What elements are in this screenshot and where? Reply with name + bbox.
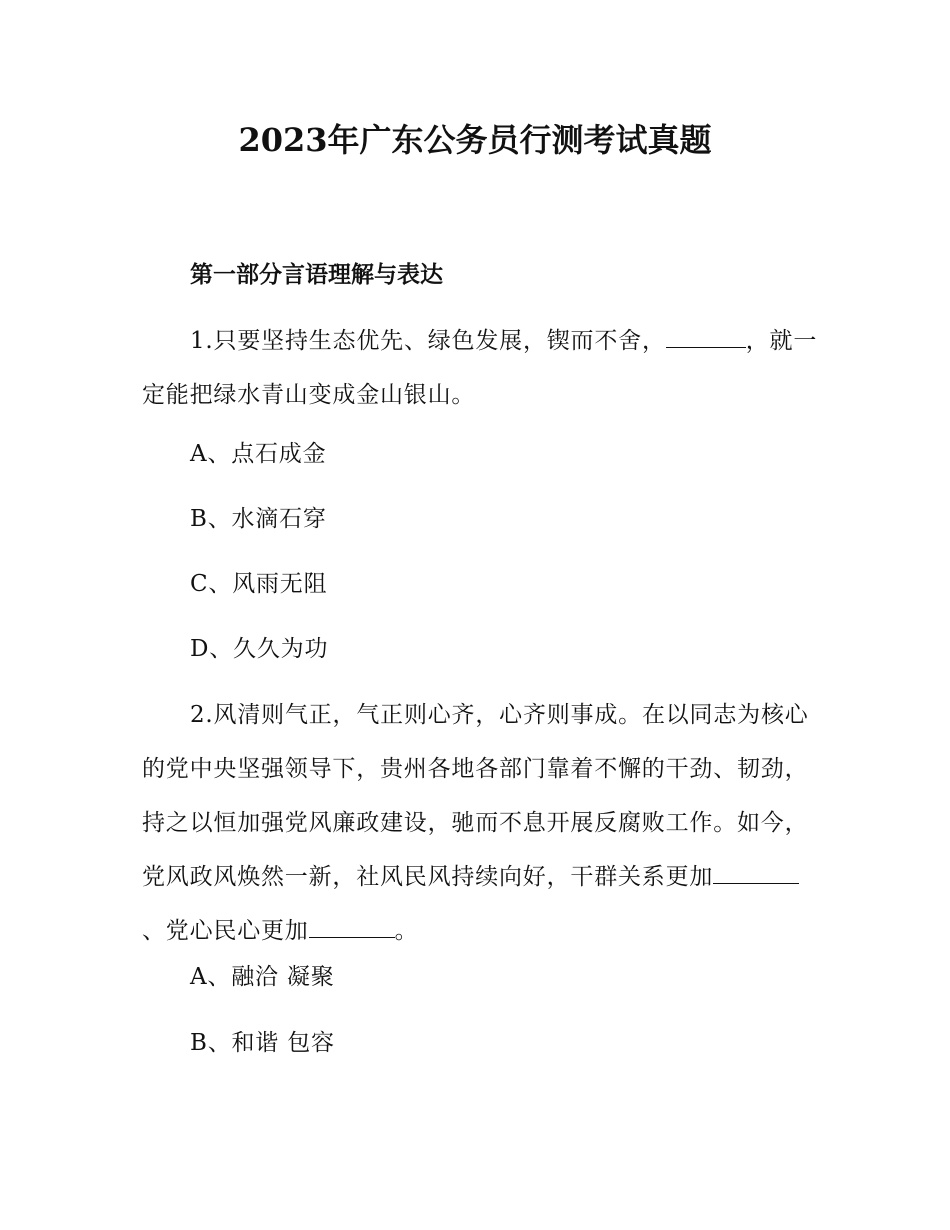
question-2-option-b: B、和谐 包容 (190, 1030, 335, 1056)
question-2-stem (142, 688, 818, 958)
question-1-option-b: B、水滴石穿 (190, 506, 327, 532)
question-1-option-a: A、点石成金 (190, 441, 327, 467)
question-2-blank-2 (309, 915, 395, 938)
document-title: 2023年广东公务员行测考试真题 (238, 121, 712, 159)
question-2-option-a: A、融洽 凝聚 (190, 964, 335, 990)
question-1-stem (142, 314, 818, 422)
question-1-stem-part1: 1.只要坚持生态优先、绿色发展，锲而不舍， (190, 328, 666, 354)
question-2-blank-1 (713, 861, 799, 884)
question-1-option-c: C、风雨无阻 (190, 571, 328, 597)
question-1-stem-part2: ，就一定能把绿水青山变成金山银山。 (142, 328, 818, 408)
question-2-stem-part2: 、党心民心更加 (142, 918, 309, 944)
question-1-option-d: D、久久为功 (190, 636, 329, 662)
question-2-stem-part3: 。 (394, 918, 419, 944)
section-heading: 第一部分言语理解与表达 (190, 262, 443, 288)
question-1-blank (666, 325, 746, 348)
question-2-stem-part1: 2.风清则气正，气正则心齐，心齐则事成。在以同志为核心的党中央坚强领导下，贵州各地各部门靠着不懈的干劲、韧劲，持之以恒加强党风廉政建设，驰而不息开展反腐败工作。如今，党风政风焕然一新，社风民风持续向好，干群关系更加 (142, 702, 809, 890)
